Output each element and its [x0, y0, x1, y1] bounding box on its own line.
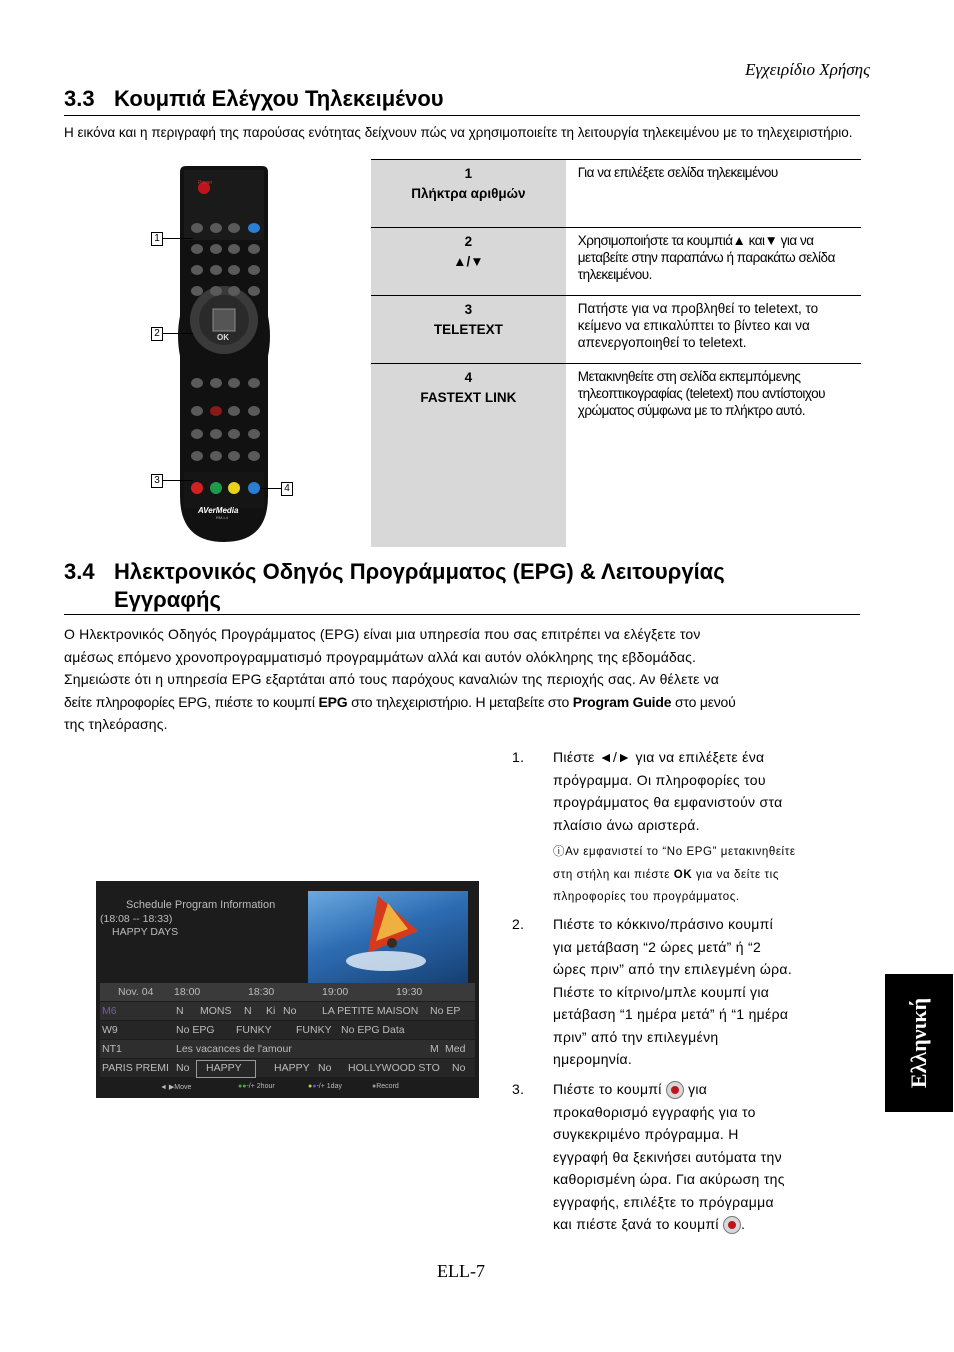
key-description: Μετακινηθείτε στη σελίδα εκπεμπόμενης τηλεοπτικογραφίας (teletext) που αντίστοιχου χρώματος σύμφωνα με το πλήκτρο αυτό. [577, 369, 826, 418]
remote-model: RM-L4 [216, 515, 229, 520]
step-number: 1. [512, 749, 525, 765]
key-description: Χρησιμοποιήστε τα κουμπιά▲ και▼ για να μεταβείτε στην παραπάνω ή παρακάτω σελίδα τηλεκειμένου. [577, 233, 835, 282]
epg-cell: HAPPY [274, 1062, 310, 1074]
epg-cell: FUNKY [236, 1024, 272, 1036]
remote-btn [228, 223, 240, 233]
epg-channel: M6 [102, 1005, 117, 1017]
key-number: 3 [464, 302, 473, 317]
remote-control-illustration [176, 166, 272, 542]
remote-btn [248, 451, 260, 461]
step-3-text [553, 1078, 853, 1236]
remote-btn [228, 265, 240, 275]
language-tab [885, 974, 953, 1112]
epg-cell: No [452, 1062, 466, 1074]
step-line: Πιέστε το κίτρινο/μπλε κουμπί για [553, 983, 770, 1000]
step-line: Πιέστε το κόκκινο/πράσινο κουμπί [553, 916, 774, 932]
remote-btn [210, 223, 222, 233]
epg-cell: M [430, 1043, 439, 1055]
section-3-4-title-line1: Ηλεκτρονικός Οδηγός Προγράμματος (EPG) & Λειτουργίας [114, 559, 725, 584]
step-number: 2. [512, 916, 525, 932]
paragraph-line [64, 691, 864, 714]
key-number: 2 [464, 234, 473, 249]
key-description: Για να επιλέξετε σελίδα τηλεκειμένου [577, 165, 778, 180]
step-line: πλαίσιο άνω αριστερά. [553, 816, 700, 833]
epg-screenshot [96, 881, 479, 1098]
step-line: για μετάβαση “2 ώρες μετά” ή “2 [553, 938, 762, 955]
epg-cell: No [176, 1062, 190, 1074]
remote-btn [248, 286, 260, 296]
step-line: ώρες πριν” από την επιλεγμένη ώρα. [553, 961, 793, 977]
record-button-icon [666, 1081, 684, 1099]
epg-footer-move: ◄ ▶Move [160, 1084, 192, 1091]
section-3-4-rule [64, 614, 860, 615]
note-line: πληροφορίες του προγράμματος. [553, 891, 740, 903]
remote-btn [248, 265, 260, 275]
page-number: ELL-7 [437, 1261, 485, 1281]
remote-btn [191, 223, 203, 233]
section-3-3-title: Κουμπιά Ελέγχου Τηλεκειμένου [114, 86, 444, 111]
ok-button-label: OK [217, 333, 229, 342]
remote-btn [210, 451, 222, 461]
manual-title: Εγχειρίδιο Χρήσης [745, 60, 870, 79]
paragraph-line: της τηλεόρασης. [64, 716, 168, 732]
callout-line [260, 488, 281, 489]
step-line: εγγραφή θα ξεκινήσει αυτόματα την [553, 1148, 782, 1165]
epg-cell: No [283, 1005, 297, 1017]
remote-btn [191, 265, 203, 275]
remote-btn [228, 244, 240, 254]
epg-cell: MONS [200, 1005, 232, 1017]
callout-2: 2 [151, 327, 163, 341]
table-row [371, 296, 861, 364]
note-line: στη στήλη και πιέστε OK για να δείτε τις [553, 868, 779, 881]
remote-btn [228, 406, 240, 416]
epg-footer-2hour: ●●-/+ 2hour [238, 1083, 275, 1090]
ok-keyword: OK [673, 868, 693, 881]
paragraph-text: δείτε πληροφορίες EPG, πιέστε το κουμπί [64, 693, 319, 710]
remote-btn [248, 244, 260, 254]
remote-btn [191, 378, 203, 388]
callout-line [163, 480, 193, 481]
step-line: πρόγραμμα. Οι πληροφορίες του [553, 771, 766, 788]
epg-cell: No EP [430, 1005, 461, 1017]
remote-btn [210, 244, 222, 254]
step-line: προγράμματος θα εμφανιστούν στα [553, 794, 783, 810]
remote-btn [210, 265, 222, 275]
step-2-text [553, 913, 853, 1071]
epg-cell: Ki [266, 1005, 276, 1017]
remote-btn-blue [248, 223, 260, 233]
callout-line [163, 333, 193, 334]
key-name: ▲/▼ [453, 254, 484, 269]
epg-title: Schedule Program Information [126, 899, 276, 911]
epg-time: 19:30 [396, 986, 423, 998]
epg-footer-1day: ●●-/+ 1day [308, 1083, 342, 1090]
epg-time: 18:30 [248, 986, 275, 998]
paragraph-line: Σημειώστε ότι η υπηρεσία EPG εξαρτάται από τους παρόχους καναλιών της περιοχής σας. Αν θέλετε να [64, 671, 719, 687]
epg-cell: HAPPY [206, 1062, 242, 1074]
section-3-3-intro: Η εικόνα και η περιγραφή της παρούσας ενότητας δείχνουν πώς να χρησιμοποιείτε τη λειτουργία τηλεκειμένου με το τηλεχειριστήριο. [64, 125, 853, 140]
epg-cell: No [318, 1062, 332, 1074]
remote-btn-red [191, 482, 203, 494]
epg-cell: Med [445, 1043, 466, 1055]
epg-cell: N [244, 1005, 252, 1017]
remote-btn [248, 406, 260, 416]
epg-channel: PARIS PREMI [102, 1062, 169, 1074]
key-name: TELETEXT [433, 322, 503, 337]
step-line: και πιέστε ξανά το κουμπί . [553, 1213, 853, 1236]
step-line: πριν” από την επιλεγμένη [553, 1028, 719, 1045]
remote-btn-green [210, 482, 222, 494]
paragraph-text: στο μενού [671, 693, 736, 710]
remote-btn [191, 286, 203, 296]
callout-3: 3 [151, 474, 163, 488]
remote-btn [191, 429, 203, 439]
epg-video-preview [308, 891, 468, 983]
epg-cell: No EPG [176, 1024, 215, 1036]
epg-cell: LA PETITE MAISON [322, 1005, 419, 1017]
record-button-icon [723, 1216, 741, 1234]
epg-cell: FUNKY [296, 1024, 332, 1036]
remote-btn [228, 378, 240, 388]
epg-footer-record: ●Record [372, 1083, 399, 1090]
epg-paragraph [64, 623, 864, 736]
table-row [371, 364, 861, 547]
epg-date: Nov. 04 [118, 986, 154, 998]
section-3-3-number: 3.3 [64, 86, 95, 111]
step-1-text [553, 746, 853, 836]
step-line: συγκεκριμένο πρόγραμμα. Η [553, 1126, 739, 1142]
language-tab-label: Ελληνική [906, 997, 931, 1089]
epg-time-range: (18:08 -- 18:33) [100, 913, 173, 925]
callout-4: 4 [281, 482, 293, 496]
paragraph-line: Ο Ηλεκτρονικός Οδηγός Προγράμματος (EPG) είναι μια υπηρεσία που σας επιτρέπει να ελέγξετε τον [64, 626, 701, 642]
section-3-3-rule [64, 115, 860, 116]
remote-btn [210, 378, 222, 388]
callout-line [163, 238, 193, 239]
key-name: FASTEXT LINK [420, 390, 517, 405]
epg-channel: W9 [102, 1024, 118, 1036]
table-row [371, 160, 861, 228]
remote-btn-yellow [228, 482, 240, 494]
remote-brand: AVerMedia [198, 506, 239, 515]
remote-btn-record [210, 406, 222, 416]
step-line: μετάβαση “1 ημέρα μετά” ή “1 ημέρα [553, 1006, 789, 1022]
key-number: 1 [464, 166, 473, 181]
remote-btn [248, 378, 260, 388]
note-line: ⓘΑν εμφανιστεί το “No EPG” μετακινηθείτε [553, 846, 796, 858]
epg-row-bg [100, 1021, 475, 1039]
step-line: προκαθορισμό εγγραφής για το [553, 1103, 756, 1120]
paragraph-text: στο τηλεχειριστήριο. Η μεταβείτε στο [347, 693, 573, 710]
remote-btn-blue [248, 482, 260, 494]
remote-btn [191, 244, 203, 254]
step-line: ημερομηνία. [553, 1051, 633, 1067]
remote-btn [210, 429, 222, 439]
teletext-key-table [371, 159, 861, 547]
epg-time: 18:00 [174, 986, 201, 998]
remote-btn [248, 429, 260, 439]
step-line: καθορισμένη ώρα. Για ακύρωση της [553, 1171, 785, 1187]
epg-program: HAPPY DAYS [112, 926, 179, 938]
step-line: εγγραφής, επιλέξτε το πρόγραμμα [553, 1193, 774, 1210]
table-row [371, 228, 861, 296]
epg-cell: No EPG Data [341, 1024, 405, 1036]
section-3-4-title-line2: Εγγραφής [114, 587, 221, 612]
step-line: Πιέστε ◄/► για να επιλέξετε ένα [553, 749, 765, 765]
epg-cell: Les vacances de l'amour [176, 1043, 292, 1055]
remote-btn [228, 451, 240, 461]
callout-1: 1 [151, 232, 163, 246]
key-number: 4 [464, 370, 473, 385]
remote-btn [191, 406, 203, 416]
epg-time: 19:00 [322, 986, 349, 998]
epg-keyword: EPG [318, 693, 348, 710]
paragraph-line: αμέσως επόμενο χρονοπρογραμματισμό προγραμμάτων αλλά και αυτόν ολόκληρης της εβδομάδας. [64, 648, 697, 665]
step-1-note [553, 841, 853, 909]
remote-btn [228, 429, 240, 439]
step-line: Πιέστε το κουμπί για [553, 1078, 853, 1101]
epg-cell: N [176, 1005, 184, 1017]
epg-channel: NT1 [102, 1043, 122, 1055]
power-label: Power [198, 180, 213, 186]
program-guide-keyword: Program Guide [572, 693, 672, 710]
remote-btn [191, 451, 203, 461]
section-3-4-number: 3.4 [64, 559, 95, 584]
key-description: Πατήστε για να προβληθεί το teletext, το κείμενο να επικαλύπτει το βίντεο και να απενεργοποιηθεί το teletext. [577, 301, 819, 350]
remote-btn [228, 286, 240, 296]
step-number: 3. [512, 1081, 525, 1097]
epg-cell: HOLLYWOOD STO [348, 1062, 440, 1074]
key-name: Πλήκτρα αριθμών [411, 186, 526, 201]
remote-btn [210, 286, 222, 296]
